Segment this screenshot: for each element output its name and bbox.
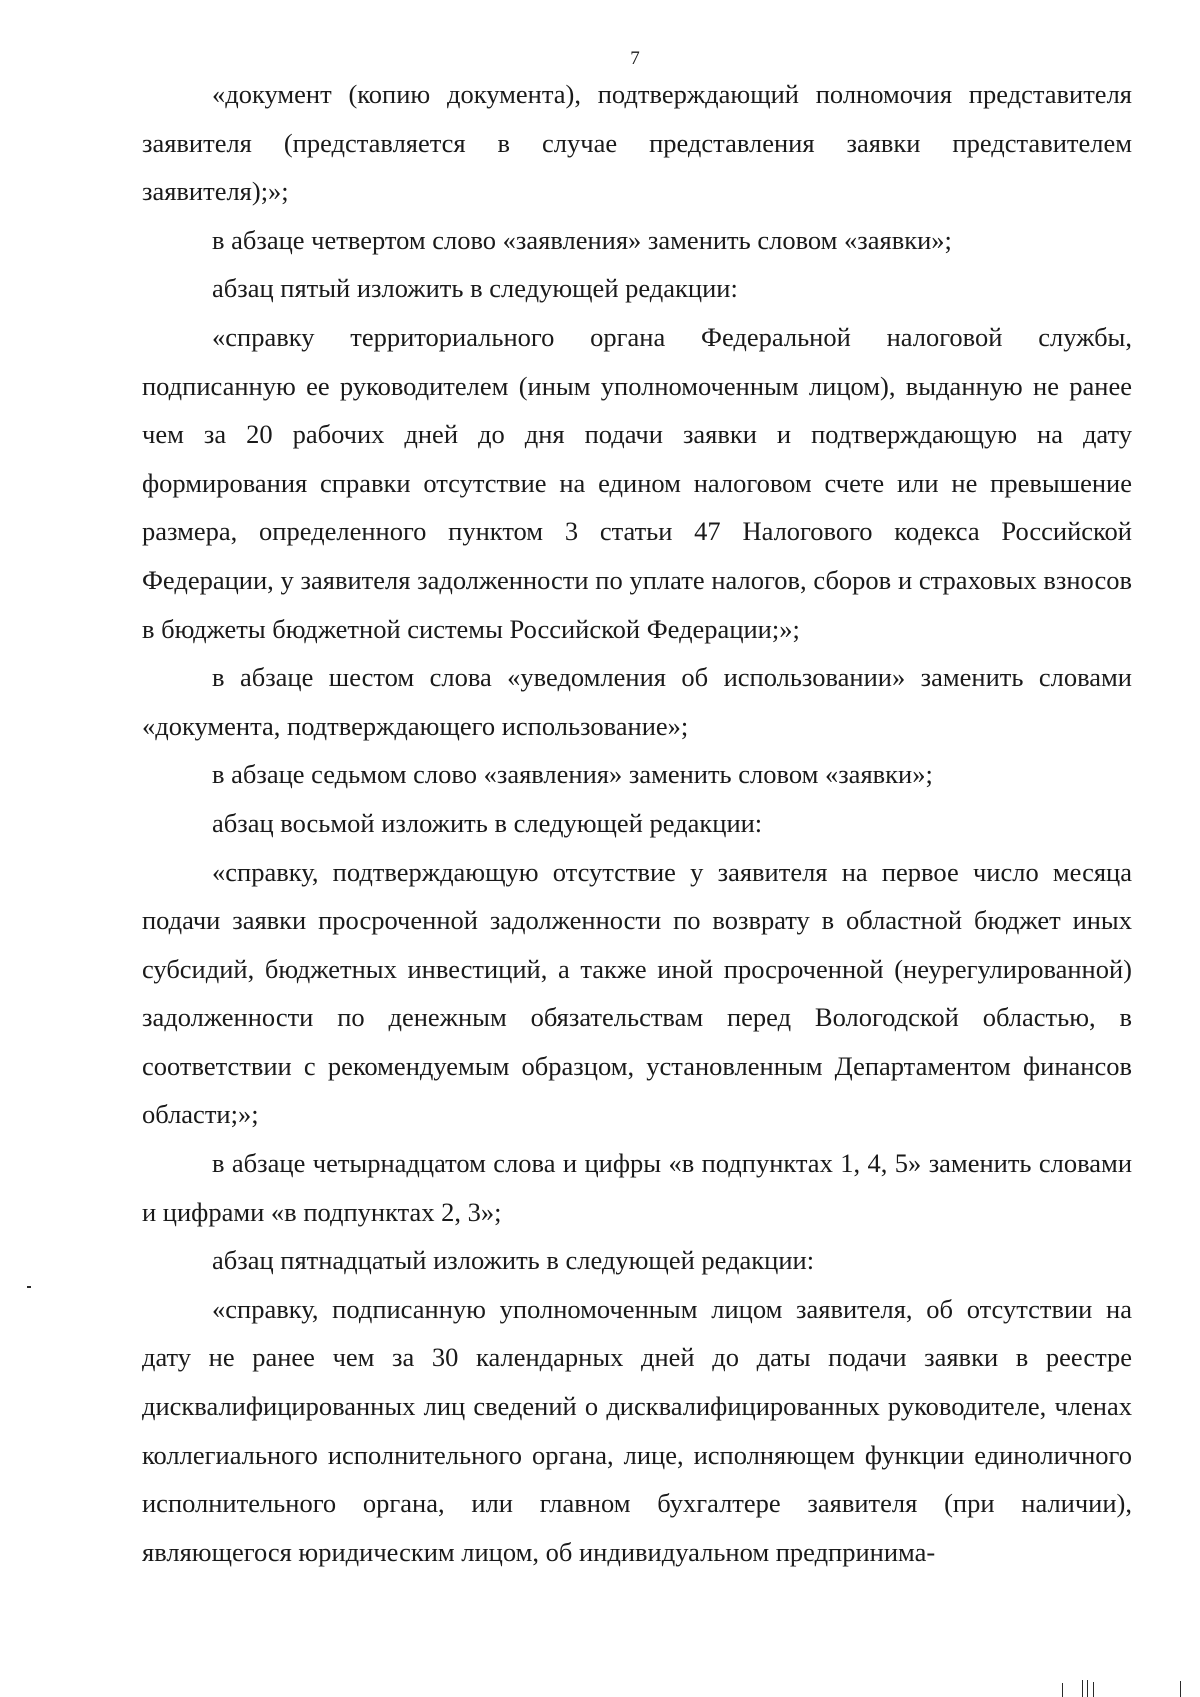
paragraph-tax-certificate: «справку территориального органа Федеральной налоговой службы, подписанную ее руководителем (иным уполномоченным лицом), выданную не ранее чем за 20 рабочих дней до дня подачи заявки и подтверждающую на дату формирования справки отсутствие на едином налоговом счете или не превышение размера, определенного пунктом 3 статьи 47 Налогового кодекса Российской Федерации, у заявителя задолженности по уплате налогов, сборов и страховых взносов в бюджеты бюджетной системы Российской Федерации;»; [142,321,1132,644]
scan-edge-mark [1087,1680,1088,1697]
document-body [142,70,1132,1576]
paragraph-restate-paragraph-15: абзац пятнадцатый изложить в следующей редакции: [212,1245,815,1276]
paragraph-disqualification-certificate: «справку, подписанную уполномоченным лицом заявителя, об отсутствии на дату не ранее чем за 30 календарных дней до даты подачи заявки в реестре дисквалифицированных лиц сведений о дисквалифицированных руководителе, членах коллегиального исполнительного органа, лице, исполняющем функции единоличного исполнительного органа, или главном бухгалтере заявителя (при наличии), являющегося юридическим лицом, об индивидуальном предпринима- [142,1293,1132,1567]
paragraph-amend-paragraph-6: в абзаце шестом слова «уведомления об использовании» заменить словами «документа, подтверждающего использование»; [142,662,1132,741]
paragraph-restate-paragraph-8: абзац восьмой изложить в следующей редакции: [212,807,763,838]
paragraph-restate-paragraph-5: абзац пятый изложить в следующей редакции: [212,273,738,304]
scan-edge-mark [1082,1680,1083,1697]
paragraph-amend-paragraph-4: в абзаце четвертом слово «заявления» заменить словом «заявки»; [212,224,952,255]
paragraph-amend-paragraph-7: в абзаце седьмом слово «заявления» заменить словом «заявки»; [212,759,933,790]
scan-edge-mark [1062,1683,1063,1697]
scan-edge-mark [1093,1682,1094,1697]
paragraph-representative-document: «документ (копию документа), подтверждающий полномочия представителя заявителя (представляется в случае представления заявки представителем заявителя);»; [142,79,1132,207]
paragraph-amend-paragraph-14: в абзаце четырнадцатом слова и цифры «в подпунктах 1, 4, 5» заменить словами и цифрами «в подпунктах 2, 3»; [142,1148,1132,1227]
page-number: 7 [630,48,640,69]
scan-speck [27,1286,31,1288]
paragraph-debt-certificate: «справку, подтверждающую отсутствие у заявителя на первое число месяца подачи заявки просроченной задолженности по возврату в областной бюджет иных субсидий, бюджетных инвестиций, а также иной просроченной (неурегулированной) задолженности по денежным обязательствам перед Вологодской областью, в соответствии с рекомендуемым образцом, установленным Департаментом финансов области;»; [142,856,1132,1130]
scan-edge-mark [1180,1681,1181,1697]
